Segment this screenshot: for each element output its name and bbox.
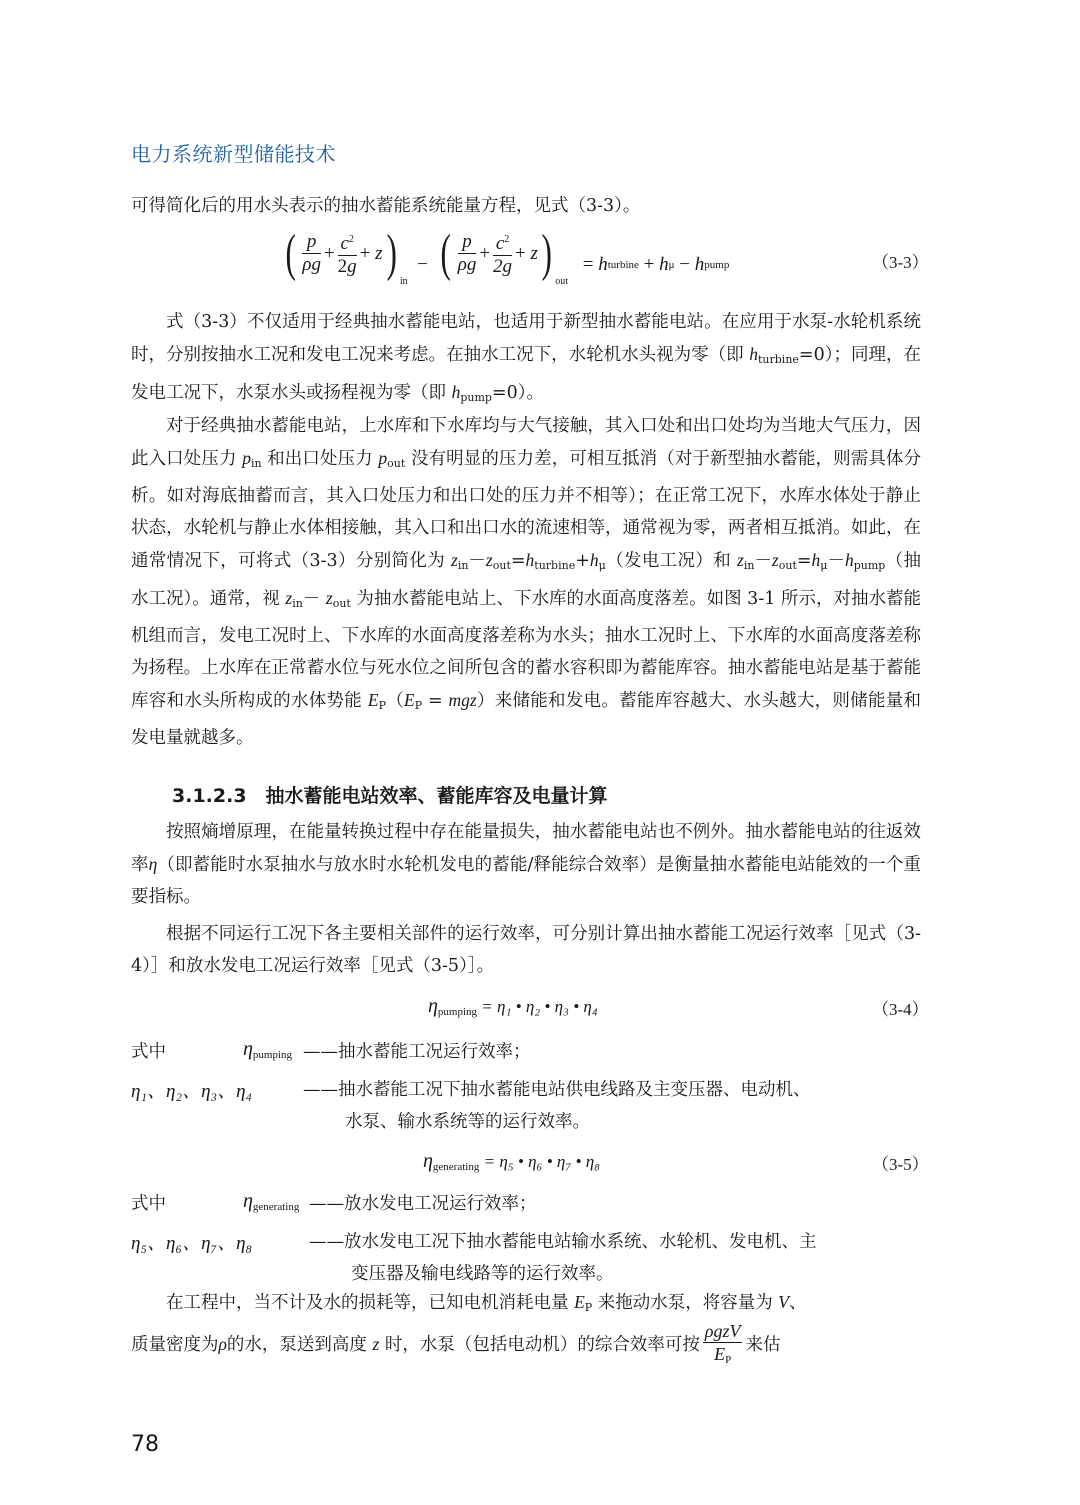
- page-number: 78: [131, 1432, 159, 1457]
- where-label-3-4: 式中: [131, 1042, 166, 1062]
- equation-3-5: $\eta_{generating} = \eta_5$ • η₆ • η₇ • η₈: [423, 1150, 601, 1173]
- eta-1-4-list: η₁、η₂、η₃、η₄: [131, 1081, 253, 1102]
- paragraph-engineering-line2: 质量密度为ρ的水，泵送到高度 z 时，水泵（包括电动机）的综合效率可按 $\frac{\text{ρgzV}}{E_P}$ 来估: [131, 1321, 781, 1366]
- equation-3-3: ( $\frac{p}{\rho g}$ + $\frac{c^2}{2g}$ + z ) in − ( $\frac{p}{\rho g}$ + $\frac{c^2}{2g}$ + z ) out = h turbine + h μ − h pump: [285, 225, 730, 287]
- eta-5-8-list: η₅、η₆、η₇、η₈: [131, 1233, 253, 1254]
- eta-generating-symbol: $\eta_{generating}$: [243, 1190, 300, 1213]
- eta-1-4-desc-cont: 水泵、输水系统等的运行效率。: [345, 1112, 590, 1132]
- paragraph-applicability: 式（3-3）不仅适用于经典抽水蓄能电站，也适用于新型抽水蓄能电站。在应用于水泵-水轮机系统时，分别按抽水工况和发电工况来考虑。在抽水工况下，水轮机水头视为零（即 $h_{turbine}=0$）；同理，在发电工况下，水泵水头或扬程视为零（即 $h_{pump}=0$）。: [131, 312, 921, 404]
- paragraph-round-trip-efficiency: 按照熵增原理，在能量转换过程中存在能量损失，抽水蓄能电站也不例外。抽水蓄能电站的往返效率η（即蓄能时水泵抽水与放水时水轮机发电的蓄能/释能综合效率）是衡量抽水蓄能电站能效的一个重要指标。: [131, 822, 921, 907]
- eta-pumping-symbol: $\eta_{pumping}$: [243, 1038, 293, 1061]
- intro-paragraph: 可得简化后的用水头表示的抽水蓄能系统能量方程，见式（3-3）。: [131, 196, 641, 216]
- running-header: 电力系统新型储能技术: [131, 142, 336, 166]
- eta-5-8-desc-cont: 变压器及输电线路等的运行效率。: [351, 1264, 614, 1284]
- paragraph-classic-station: 对于经典抽水蓄能电站，上水库和下水库均与大气接触，其入口处和出口处均为当地大气压力，因此入口处压力 $p_{in}$ 和出口处压力 $p_{out}$ 没有明显的压力差，可相互抵消（对于新型抽水蓄能，则需具体分析。如对海底抽蓄而言，其入口处压力和出口处的压力并不相等）；在正常工况下，水库水体处于静止状态，水轮机与静止水体相接触，其入口和出口水的流速相等，通常视为零，两者相互抵消。如此，在通常情况下，可将式（3-3）分别简化为 $z_{in}-z_{out}=h_{turbine}+h_\mu$（发电工况）和 $z_{in}-z_{out}=h_\mu-h_{pump}$（抽水工况）。通常，视 $z_{in}- z_{out}$ 为抽水蓄能电站上、下水库的水面高度落差。如图 3-1 所示，对抽水蓄能机组而言，发电工况时上、下水库的水面高度落差称为水头；抽水工况时上、下水库的水面高度落差称为扬程。上水库在正常蓄水位与死水位之间所包含的蓄水容积即为蓄能库容。抽水蓄能电站是基于蓄能库容和水头所构成的水体势能 $E_P(E_P = mgz)$来储能和发电。蓄能库容越大、水头越大，则储能量和发电量就越多。: [131, 416, 922, 748]
- equation-3-4: $\eta_{pumping} = \eta_1$ • η₂ • η₃ • η₄: [428, 995, 598, 1018]
- eta-pumping-desc: ——抽水蓄能工况运行效率；: [303, 1042, 531, 1062]
- paragraph-engineering: 在工程中，当不计及水的损耗等，已知电机消耗电量 $E_P$ 来拖动水泵，将容量为 V、: [166, 1292, 807, 1314]
- eta-generating-desc: ——放水发电工况运行效率；: [309, 1194, 537, 1214]
- equation-number-3-4: （3-4）: [872, 1000, 929, 1019]
- equation-number-3-5: （3-5）: [872, 1155, 929, 1174]
- eta-1-4-desc: ——抽水蓄能工况下抽水蓄能电站供电线路及主变压器、电动机、: [303, 1080, 811, 1100]
- paragraph-efficiency-calc: 根据不同运行工况下各主要相关部件的运行效率，可分别计算出抽水蓄能工况运行效率［见式（3-4）］和放水发电工况运行效率［见式（3-5）］。: [131, 924, 921, 976]
- section-heading: 3.1.2.3 抽水蓄能电站效率、蓄能库容及电量计算: [172, 785, 608, 807]
- eta-5-8-desc: ——放水发电工况下抽水蓄能电站输水系统、水轮机、发电机、主: [309, 1232, 817, 1252]
- where-label-3-5: 式中: [131, 1194, 166, 1214]
- equation-number-3-3: （3-3）: [872, 253, 929, 272]
